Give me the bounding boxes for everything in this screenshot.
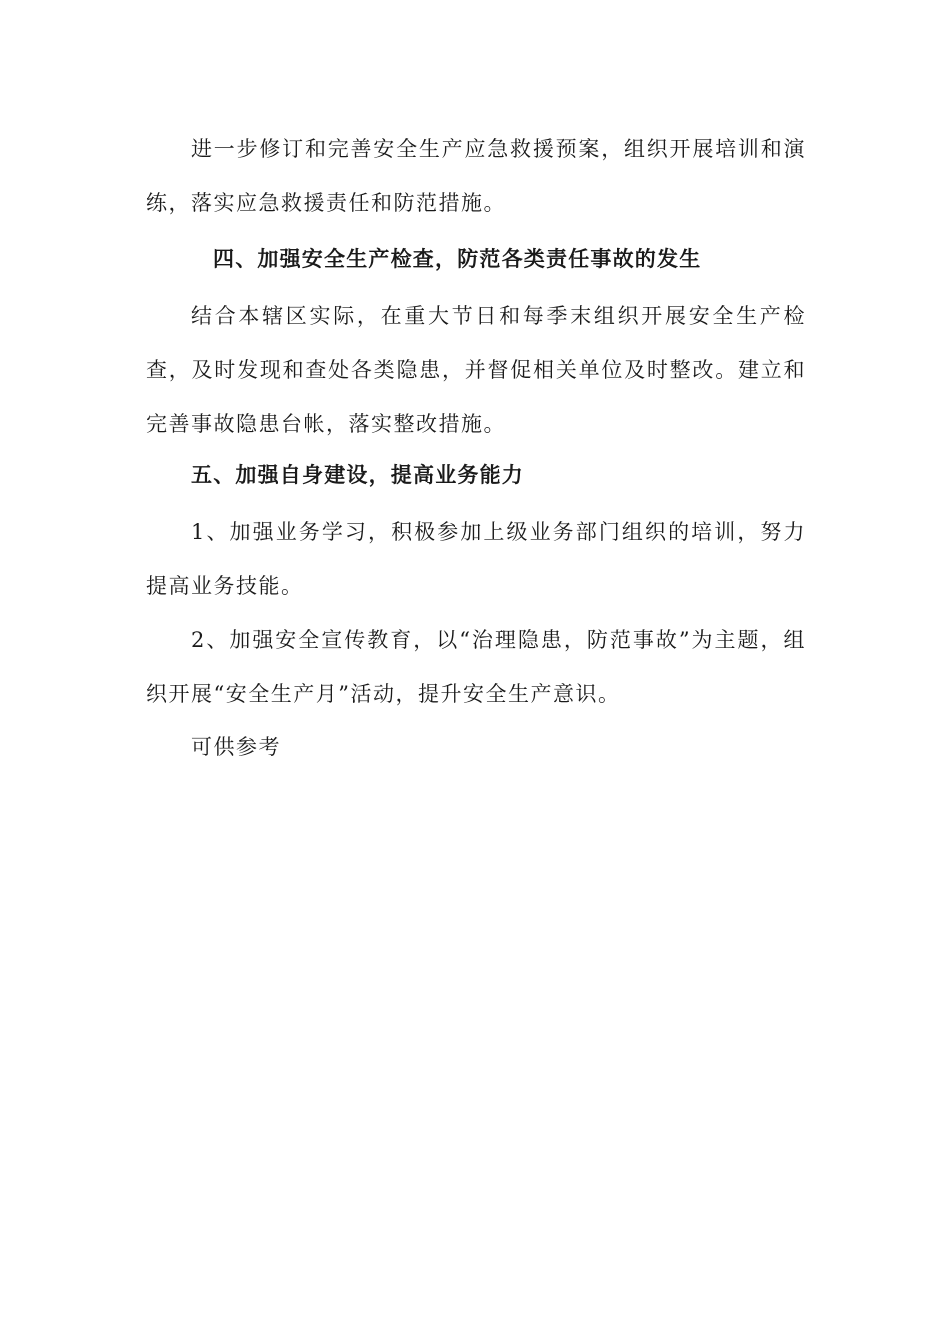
section-heading-4: 四、加强安全生产检查，防范各类责任事故的发生: [213, 246, 702, 271]
paragraph-emergency-plan: 进一步修订和完善安全生产应急救援预案，组织开展培训和演练，落实应急救援责任和防范措施。: [146, 137, 806, 215]
paragraph-safety-inspection: 结合本辖区实际，在重大节日和每季末组织开展安全生产检查，及时发现和查处各类隐患，并督促相关单位及时整改。建立和完善事故隐患台帐，落实整改措施。: [146, 304, 806, 436]
list-item-study: 1、加强业务学习，积极参加上级业务部门组织的培训，努力提高业务技能。: [146, 520, 806, 598]
list-item-publicity: 2、加强安全宣传教育，以“治理隐患，防范事故”为主题，组织开展“安全生产月”活动，提升安全生产意识。: [146, 628, 806, 706]
closing-note: 可供参考: [191, 735, 281, 759]
section-heading-5: 五、加强自身建设，提高业务能力: [191, 462, 524, 487]
